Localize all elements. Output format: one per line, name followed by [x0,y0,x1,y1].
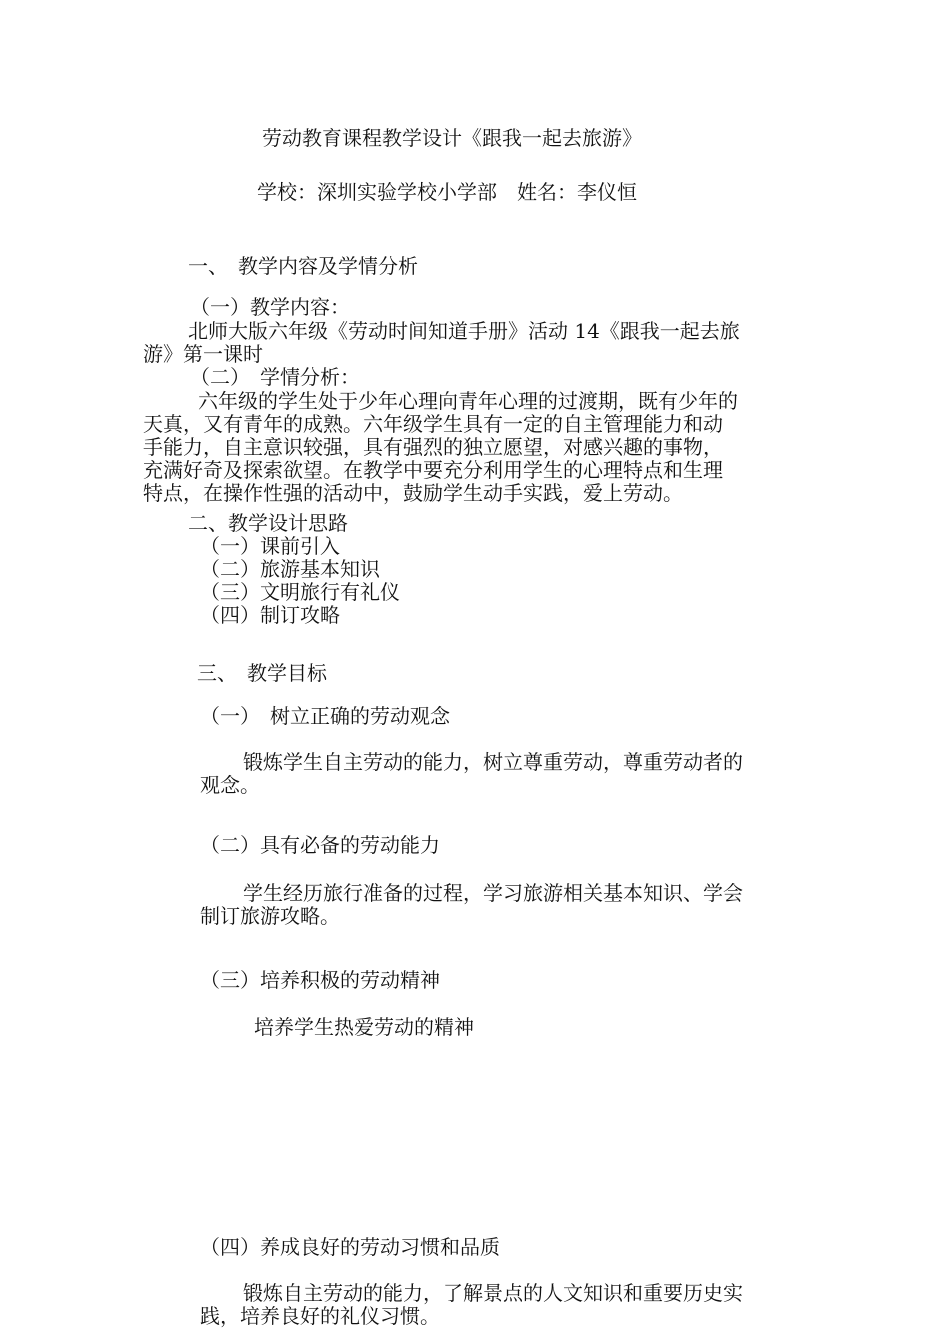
design-item: （一）课前引入 [200,534,340,558]
design-item: （二）旅游基本知识 [200,557,380,581]
author-line: 学校：深圳实验学校小学部 姓名：李仪恒 [257,180,637,204]
goal2-line: 制订旅游攻略。 [200,904,340,928]
sub2-line: 手能力，自主意识较强，具有强烈的独立愿望，对感兴趣的事物， [143,435,723,459]
sub1-line: 游》第一课时 [143,342,263,366]
design-item: （三）文明旅行有礼仪 [200,580,400,604]
sub2-line: 充满好奇及探索欲望。在教学中要充分利用学生的心理特点和生理 [143,458,723,482]
goal3-heading: （三）培养积极的劳动精神 [200,968,440,992]
design-item: （四）制订攻略 [200,603,340,627]
goal4-line: 锻炼自主劳动的能力，了解景点的人文知识和重要历史实 [243,1281,743,1305]
sub2-heading: （二） 学情分析： [190,365,360,389]
sub2-line: 六年级的学生处于少年心理向青年心理的过渡期，既有少年的 [198,389,738,413]
goal4-heading: （四）养成良好的劳动习惯和品质 [200,1235,500,1259]
goal1-line: 观念。 [200,773,260,797]
goal3-line: 培养学生热爱劳动的精神 [254,1015,474,1039]
section1-heading: 一、 教学内容及学情分析 [188,254,418,278]
section2-heading: 二、教学设计思路 [188,511,348,535]
section3-heading: 三、 教学目标 [197,661,327,685]
sub1-heading: （一）教学内容： [190,295,350,319]
goal1-heading: （一） 树立正确的劳动观念 [200,704,450,728]
goal4-line: 践，培养良好的礼仪习惯。 [200,1304,440,1328]
sub2-line: 特点，在操作性强的活动中，鼓励学生动手实践，爱上劳动。 [143,481,683,505]
sub1-line: 北师大版六年级《劳动时间知道手册》活动 14《跟我一起去旅 [188,319,740,343]
goal2-line: 学生经历旅行准备的过程，学习旅游相关基本知识、学会 [243,881,743,905]
goal1-line: 锻炼学生自主劳动的能力，树立尊重劳动，尊重劳动者的 [243,750,743,774]
goal2-heading: （二）具有必备的劳动能力 [200,833,440,857]
sub2-line: 天真，又有青年的成熟。六年级学生具有一定的自主管理能力和动 [143,412,723,436]
page-title: 劳动教育课程教学设计《跟我一起去旅游》 [262,126,642,150]
